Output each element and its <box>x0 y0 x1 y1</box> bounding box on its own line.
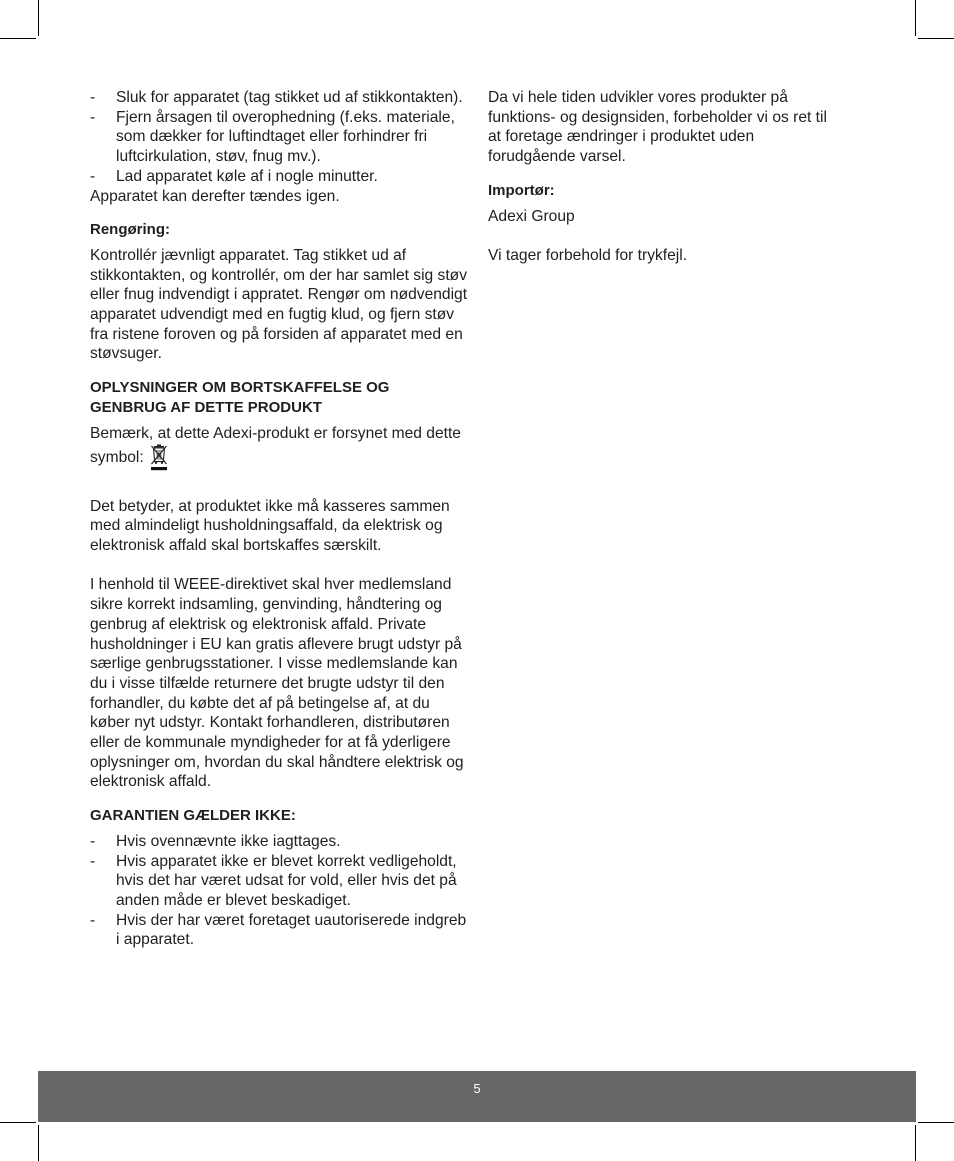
crop-mark <box>0 1122 36 1123</box>
right-column <box>488 88 828 266</box>
disposal-meaning-text: Det betyder, at produktet ikke må kasseres sammen med almindeligt husholdningsaffald, da elektrisk og elektronisk affald skal bortskaffes særskilt. <box>90 497 450 555</box>
page-footer <box>38 1071 916 1122</box>
printing-disclaimer: Vi tager forbehold for trykfejl. <box>488 246 688 264</box>
cleaning-heading: Rengøring: <box>90 221 170 239</box>
list-item: - Hvis ovennævnte ikke iagttages. <box>90 832 341 850</box>
crop-mark <box>0 38 36 39</box>
list-item: - Lad apparatet køle af i nogle minutter. <box>90 167 378 185</box>
list-item: - Fjern årsagen til overophedning (f.eks. materiale, som dækker for luftindtaget eller forhindrer fri luftcirkulation, støv, fnug mv.). <box>90 108 455 166</box>
list-item: - Sluk for apparatet (tag stikket ud af stikkontakten). <box>90 89 463 106</box>
importer-name: Adexi Group <box>488 207 575 225</box>
crop-mark <box>918 38 954 39</box>
crop-mark <box>915 0 916 36</box>
crop-mark <box>38 1125 39 1161</box>
crop-mark <box>38 0 39 36</box>
warranty-exclusions-list <box>90 832 468 950</box>
crossed-out-wheelie-bin-icon <box>149 443 169 477</box>
importer-heading: Importør: <box>488 181 555 199</box>
overheating-steps-list <box>90 88 468 187</box>
disposal-heading: OPLYSNINGER OM BORTSKAFFELSE OG GENBRUG AF DETTE PRODUKT <box>90 379 390 416</box>
list-item: - Hvis apparatet ikke er blevet korrekt vedligeholdt, hvis det har været udsat for vold, eller hvis det på anden måde er blevet beskadiget. <box>90 852 457 909</box>
cleaning-text: Kontrollér jævnligt apparatet. Tag stikket ud af stikkontakten, og kontrollér, om der har samlet sig støv eller fnug indvendigt i appratet. Rengør om nødvendigt apparatet udvendigt med en fugtig klud, og fjern støv fra ristene foroven og på forsiden af apparatet med en støvsuger. <box>90 246 468 363</box>
product-changes-text: Da vi hele tiden udvikler vores produkter på funktions- og designsiden, forbeholder vi os ret til at foretage ændringer i produktet uden forudgående varsel. <box>488 89 827 166</box>
left-column <box>90 88 468 950</box>
weee-directive-text: I henhold til WEEE-direktivet skal hver medlemsland sikre korrekt indsamling, genvinding, håndtering og genbrug af elektrisk og elektronisk affald. Private husholdninger i EU kan gratis aflevere brugt udstyr på særlige genbrugsstationer. I visse medlemslande kan du i visse tilfælde returnere det brugte udstyr til den forhandler, du købte det af på betingelse af, at du køber nyt udstyr. Kontakt forhandleren, distributøren eller de kommunale myndigheder for at få yderligere oplysninger om, hvordan du skal håndtere elektrisk og elektronisk affald. <box>90 576 464 791</box>
crop-mark <box>918 1122 954 1123</box>
restart-note: Apparatet kan derefter tændes igen. <box>90 187 340 205</box>
page-number: 5 <box>473 1081 481 1096</box>
disposal-symbol-paragraph: Bemærk, at dette Adexi-produkt er forsynet med dette symbol: <box>90 424 468 477</box>
list-item: - Hvis der har været foretaget uautoriserede indgreb i apparatet. <box>90 911 467 949</box>
crop-mark <box>915 1125 916 1161</box>
warranty-heading: GARANTIEN GÆLDER IKKE: <box>90 807 296 825</box>
